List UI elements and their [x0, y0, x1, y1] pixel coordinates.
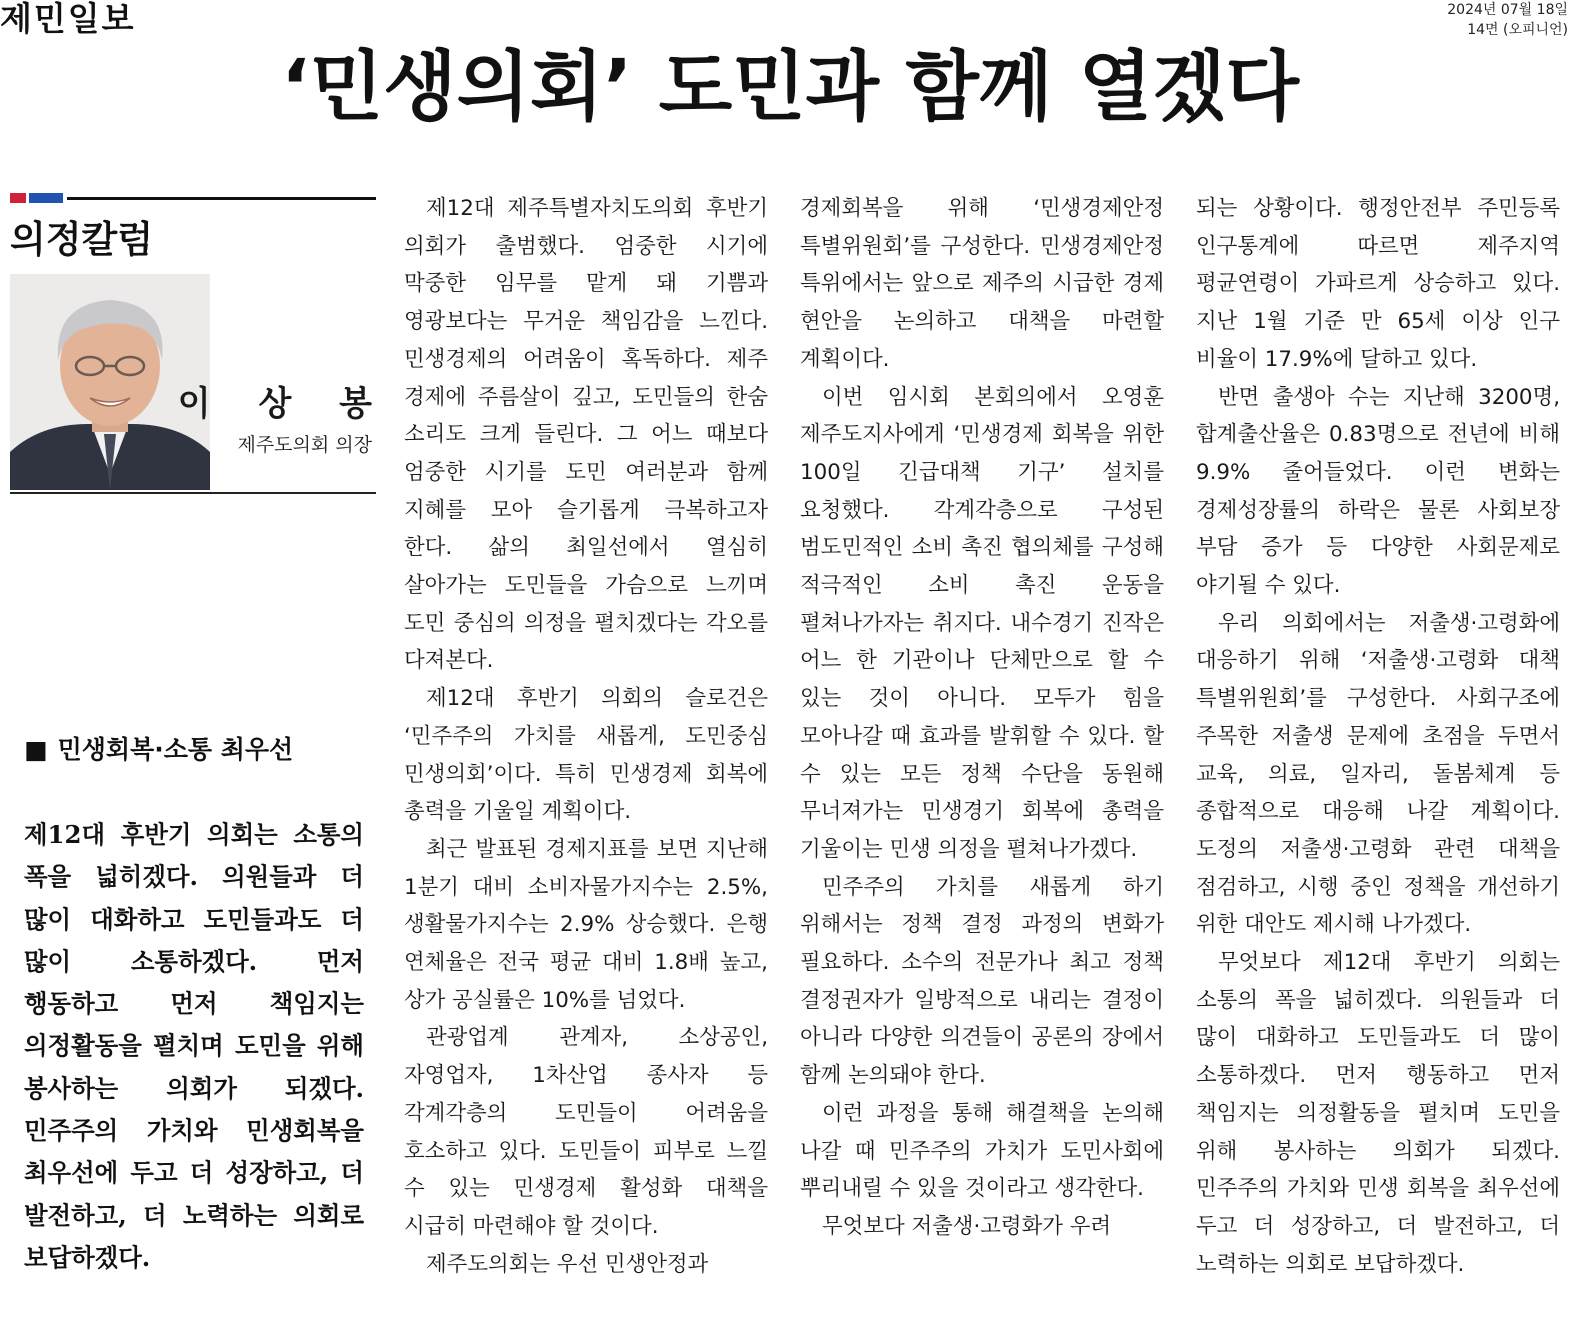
subhead-text: 민생회복·소통 최우선	[57, 735, 294, 764]
author-byline	[177, 382, 390, 460]
square-bullet-icon: ■	[24, 735, 48, 764]
body-paragraph: 관광업계 관계자, 소상공인, 자영업자, 1차산업 종사자 등 각계각층의 도민들이 어려움을 호소하고 있다. 도민들이 피부로 느낄 수 있는 민생경제 활성화 대책을 시급히 마련해야 할 것이다.	[404, 1025, 768, 1239]
column-accent-bar	[10, 190, 376, 206]
body-paragraph: 이번 임시회 본회의에서 오영훈 제주도지사에게 ‘민생경제 회복을 위한 100일 긴급대책 기구’ 설치를 요청했다. 각계각층으로 구성된 범도민적인 소비 촉진 협의체를 구성해 적극적인 소비 촉진 운동을 펼쳐나가자는 취지다. 내수경기 진작은 어느 한 기관이나 단체만으로 할 수 있는 것이 아니다. 모두가 힘을 모아나갈 때 효과를 발휘할 수 있다. 할 수 있는 모든 정책 수단을 동원해 무너져가는 민생경기 회복에 총력을 기울이는 민생 의정을 펼쳐나가겠다.	[800, 384, 1164, 862]
article-column-3	[1196, 190, 1560, 1283]
body-paragraph: 반면 출생아 수는 지난해 3200명, 합계출산율은 0.83명으로 전년에 비해 9.9% 줄어들었다. 이런 변화는 경제성장률의 하락은 물론 사회보장 부담 증가 등 다양한 사회문제로 야기될 수 있다.	[1196, 384, 1560, 599]
article-headline: ‘민생의회’ 도민과 함께 열겠다	[280, 42, 1300, 131]
body-paragraph: 이런 과정을 통해 해결책을 논의해 나갈 때 민주주의 가치가 도민사회에 뿌리내릴 수 있을 것이라고 생각한다.	[800, 1100, 1164, 1202]
body-paragraph: 무엇보다 제12대 후반기 의회는 소통의 폭을 넓히겠다. 의원들과 더 많이 대화하고 도민들과도 더 많이 소통하겠다. 먼저 행동하고 먼저 책임지는 의정활동을 펼치며 도민을 위해 봉사하는 의회가 되겠다. 민주주의 가치와 민생 회복을 최우선에 두고 더 성장하고, 더 발전하고, 더 노력하는 의회로 보답하겠다.	[1196, 950, 1560, 1277]
article-column-1	[404, 190, 768, 1283]
body-paragraph: 민주주의 가치를 새롭게 하기 위해서는 정책 결정 과정의 변화가 필요하다. 소수의 전문가나 최고 정책 결정권자가 일방적으로 내리는 결정이 아니라 다양한 의견들이 공론의 장에서 함께 논의돼야 한다.	[800, 874, 1164, 1089]
body-paragraph: 제12대 후반기 의회의 슬로건은 ‘민주주의 가치를 새롭게, 도민중심 민생의회’이다. 특히 민생경제 회복에 총력을 기울일 계획이다.	[404, 686, 768, 825]
dateline	[1447, 0, 1568, 40]
lede-summary: 제12대 후반기 의회는 소통의 폭을 넓히겠다. 의원들과 더 많이 대화하고 도민들과도 더 많이 소통하겠다. 먼저 행동하고 먼저 책임지는 의정활동을 펼치며 도민을 위해 봉사하는 의회가 되겠다. 민주주의 가치와 민생회복을 최우선에 두고 더 성장하고, 더 발전하고, 더 노력하는 의회로 보답하겠다.	[24, 820, 364, 1272]
body-paragraph: 되는 상황이다. 행정안전부 주민등록 인구통계에 따르면 제주지역 평균연령이 가파르게 상승하고 있다. 지난 1월 기준 만 65세 이상 인구 비율이 17.9%에 달하고 있다.	[1196, 196, 1560, 372]
publish-date: 2024년 07월 18일	[1447, 2, 1568, 18]
body-paragraph: 제주도의회는 우선 민생안정과	[426, 1251, 709, 1277]
column-label: 의정칼럼	[10, 218, 153, 261]
section-subhead	[24, 730, 374, 770]
body-paragraph: 최근 발표된 경제지표를 보면 지난해 1분기 대비 소비자물가지수는 2.5%, 생활물가지수는 2.9% 상승했다. 은행 연체율은 전국 평균 대비 1.8배 높고, 상가 공실률은 10%를 넘었다.	[404, 836, 768, 1013]
body-paragraph: 경제회복을 위해 ‘민생경제안정 특별위원회’를 구성한다. 민생경제안정 특위에서는 앞으로 제주의 시급한 경제 현안을 논의하고 대책을 마련할 계획이다.	[800, 196, 1164, 372]
accent-rule	[67, 197, 376, 200]
body-paragraph: 무엇보다 저출생·고령화가 우려	[822, 1213, 1112, 1239]
accent-red-block	[10, 193, 26, 203]
body-paragraph: 제12대 제주특별자치도의회 후반기 의회가 출범했다. 엄중한 시기에 막중한 임무를 맡게 돼 기쁨과 영광보다는 무거운 책임감을 느낀다. 민생경제의 어려움이 혹독하다. 제주 경제에 주름살이 깊고, 도민들의 한숨 소리도 크게 들린다. 그 어느 때보다 엄중한 시기를 도민 여러분과 함께 지혜를 모아 슬기롭게 극복하고자 한다. 삶의 최일선에서 열심히 살아가는 도민들을 가슴으로 느끼며 도민 중심의 의정을 펼치겠다는 각오를 다져본다.	[404, 196, 768, 674]
accent-blue-block	[29, 193, 63, 203]
article-column-2	[800, 190, 1164, 1246]
page-section: 14면 (오피니언)	[1467, 22, 1568, 38]
author-name: 이 상 봉	[177, 384, 390, 424]
author-title: 제주도의회 의장	[237, 434, 372, 456]
newspaper-masthead: 제민일보	[0, 0, 136, 38]
column-sidebar	[10, 190, 390, 494]
body-paragraph: 우리 의회에서는 저출생·고령화에 대응하기 위해 ‘저출생·고령화 대책 특별위원회’를 구성한다. 사회구조에 주목한 저출생 문제에 초점을 두면서 교육, 의료, 일자리, 돌봄체계 등 종합적으로 대응해 나갈 계획이다. 도정의 저출생·고령화 관련 대책을 점검하고, 시행 중인 정책을 개선하기 위한 대안도 제시해 나가겠다.	[1196, 610, 1560, 938]
author-profile	[10, 274, 390, 494]
